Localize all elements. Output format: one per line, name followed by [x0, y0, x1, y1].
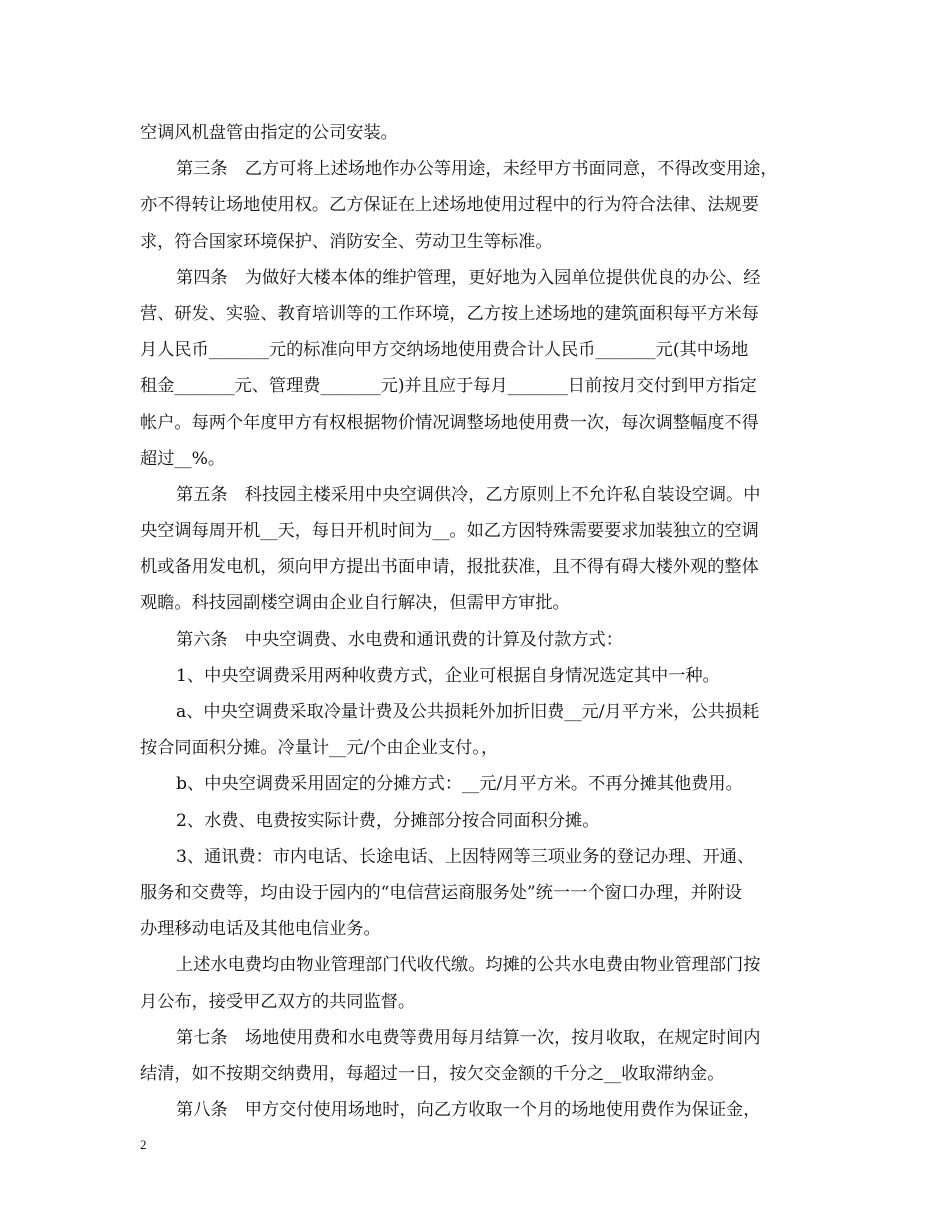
text-line: 3、通讯费：市内电话、长途电话、上因特网等三项业务的登记办理、开通、: [176, 846, 755, 867]
page-number: 2: [140, 1137, 147, 1152]
text-line: 求，符合国家环境保护、消防安全、劳动卫生等标准。: [140, 231, 553, 252]
text-line: 超过__%。: [140, 448, 226, 469]
text-line: 第六条 中央空调费、水电费和通讯费的计算及付款方式：: [176, 629, 623, 650]
text-line: 机或备用发电机，须向甲方提出书面申请，报批获准，且不得有碍大楼外观的整体: [140, 557, 759, 578]
text-line: 结清，如不按期交纳费用，每超过一日，按欠交金额的千分之__收取滞纳金。: [140, 1063, 725, 1084]
text-line: 按合同面积分摊。冷量计__元/个由企业支付。，: [140, 738, 499, 759]
text-line: 租金_______元、管理费_______元)并且应于每月_______日前按月交付到甲方指定: [140, 376, 757, 397]
text-line: 帐户。每两个年度甲方有权根据物价情况调整场地使用费一次，每次调整幅度不得: [140, 412, 759, 433]
body-text: [140, 115, 830, 1128]
text-line: 央空调每周开机__天，每日开机时间为__。如乙方因特殊需要要求加装独立的空调: [140, 521, 759, 542]
text-line: 办理移动电话及其他电信业务。: [140, 919, 381, 940]
text-line: 第四条 为做好大楼本体的维护管理，更好地为入园单位提供优良的办公、经: [176, 267, 761, 288]
text-line: 月公布，接受甲乙双方的共同监督。: [140, 991, 416, 1012]
text-line: b、中央空调费采用固定的分摊方式：__元/月平方米。不再分摊其他费用。: [176, 774, 743, 795]
text-line: 服务和交费等，均由设于园内的“电信营运商服务处”统一一个窗口办理，并附设: [140, 882, 742, 903]
text-line: 1、中央空调费采用两种收费方式，企业可根据自身情况选定其中一种。: [176, 665, 720, 686]
text-line: 观瞻。科技园副楼空调由企业自行解决，但需甲方审批。: [140, 593, 570, 614]
text-line: 2、水费、电费按实际计费，分摊部分按合同面积分摊。: [176, 810, 600, 831]
text-line: 第八条 甲方交付使用场地时，向乙方收取一个月的场地使用费作为保证金，: [176, 1100, 761, 1121]
text-line: 第三条 乙方可将上述场地作办公等用途，未经甲方书面同意，不得改变用途，: [176, 159, 778, 180]
text-line: 空调风机盘管由指定的公司安装。: [140, 123, 398, 143]
text-line: 上述水电费均由物业管理部门代收代缴。均摊的公共水电费由物业管理部门按: [176, 955, 761, 976]
text-line: a、中央空调费采取冷量计费及公共损耗外加折旧费__元/月平方米，公共损耗: [176, 702, 760, 722]
text-line: 营、研发、实验、教育培训等的工作环境，乙方按上述场地的建筑面积每平方米每: [140, 303, 759, 324]
text-line: 亦不得转让场地使用权。乙方保证在上述场地使用过程中的行为符合法律、法规要: [140, 195, 759, 216]
text-line: 第七条 场地使用费和水电费等费用每月结算一次，按月收取，在规定时间内: [176, 1027, 761, 1048]
text-line: 第五条 科技园主楼采用中央空调供冷，乙方原则上不允许私自装设空调。中: [176, 484, 761, 505]
text-line: 月人民币_______元的标准向甲方交纳场地使用费合计人民币_______元(其中场地: [140, 340, 749, 361]
